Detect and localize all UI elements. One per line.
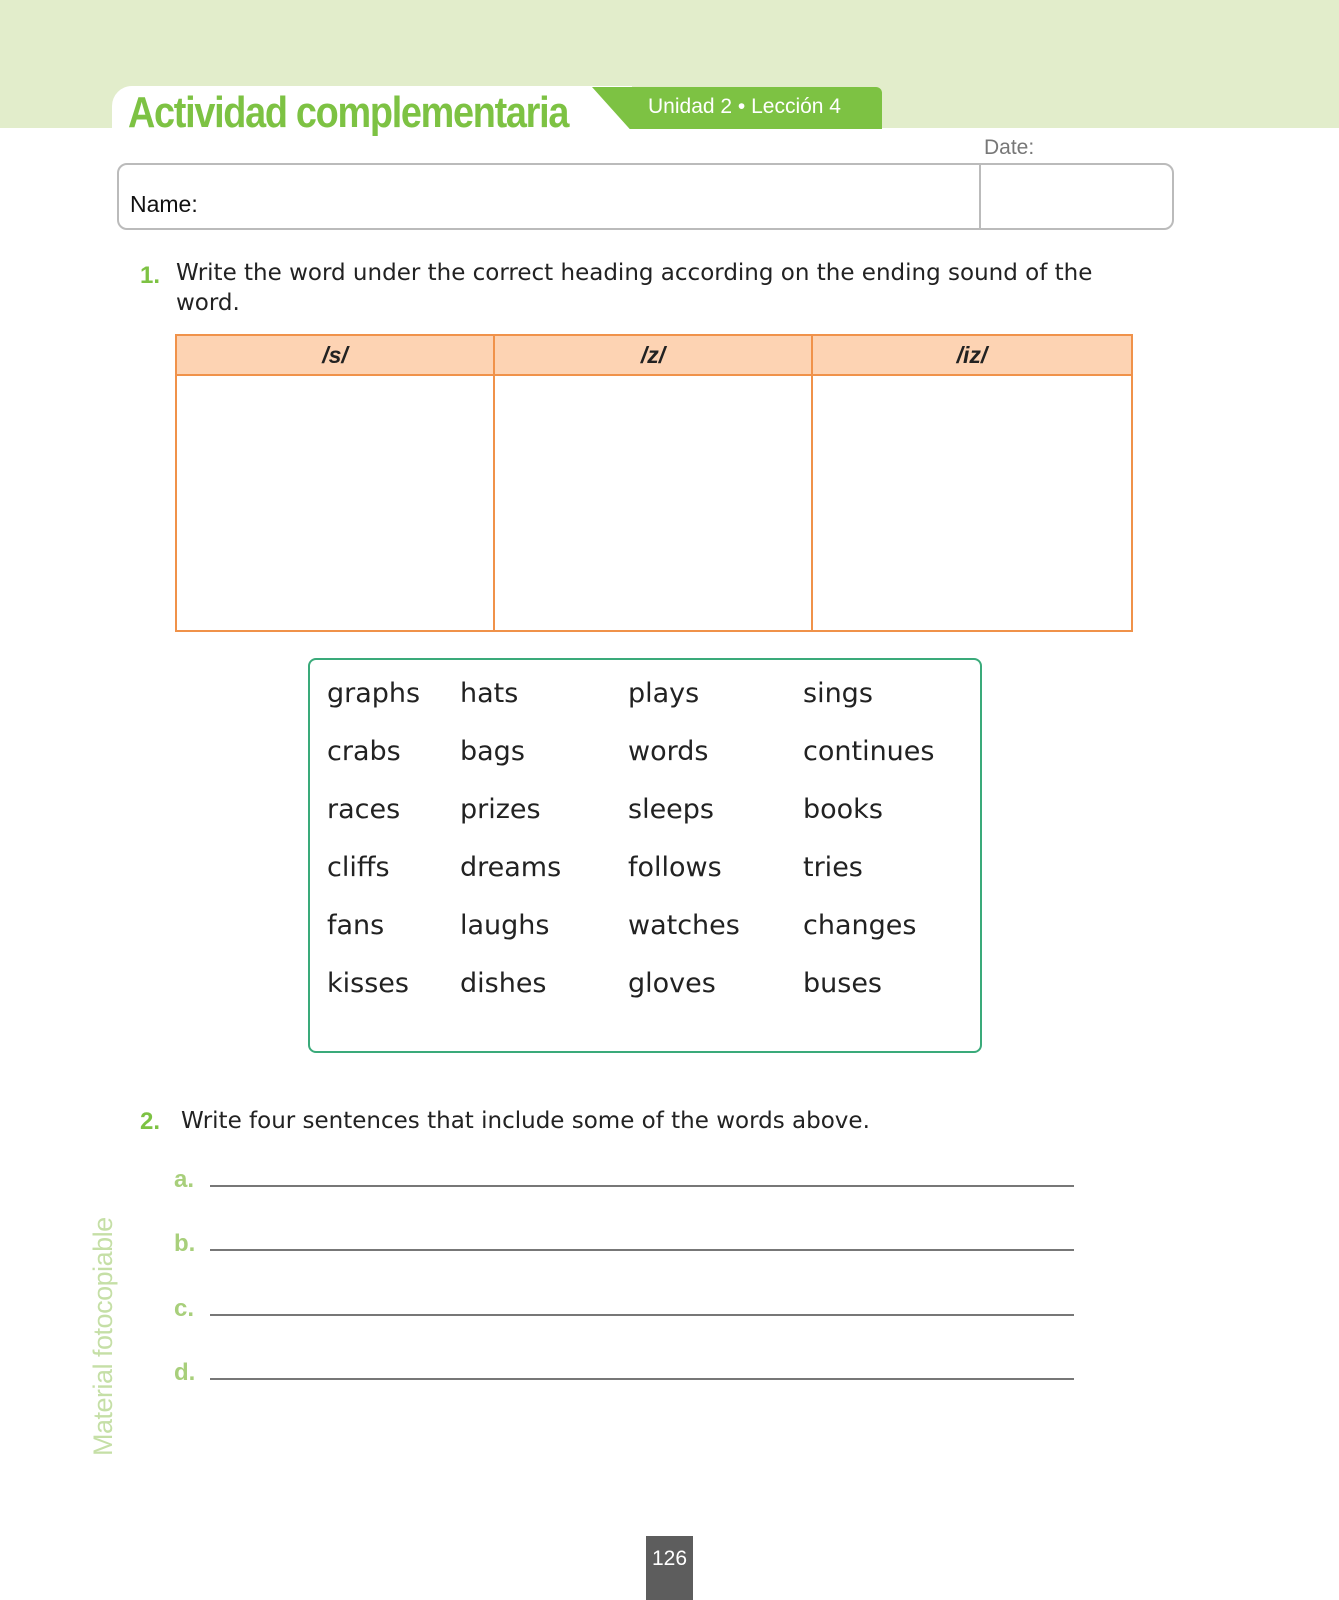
word-bank-word: gloves xyxy=(628,968,716,999)
question-1-text-line-1: Write the word under the correct heading according on the ending sound of the xyxy=(176,260,1093,286)
answer-cell-s[interactable] xyxy=(177,376,495,630)
sentence-label-a: a. xyxy=(174,1166,195,1193)
word-bank-word: laughs xyxy=(460,910,550,941)
word-bank-word: kisses xyxy=(327,968,409,999)
word-bank-word: prizes xyxy=(460,794,541,825)
word-bank-word: words xyxy=(628,736,709,767)
answer-cell-iz[interactable] xyxy=(813,376,1131,630)
word-bank-word: continues xyxy=(803,736,935,767)
word-bank-word: cliffs xyxy=(327,852,390,883)
table-header-iz: /iz/ xyxy=(813,336,1131,376)
date-label: Date: xyxy=(984,136,1035,159)
question-2-text: Write four sentences that include some of the words above. xyxy=(181,1108,870,1134)
word-bank-word: graphs xyxy=(327,678,421,709)
table-header-z: /z/ xyxy=(495,336,813,376)
word-bank-word: bags xyxy=(460,736,525,767)
unit-badge-label: Unidad 2 • Lección 4 xyxy=(648,95,841,118)
question-1-number: 1. xyxy=(140,262,161,289)
word-bank-word: buses xyxy=(803,968,882,999)
word-bank-word: changes xyxy=(803,910,917,941)
page-title: Actividad complementaria xyxy=(128,88,569,137)
sentence-label-b: b. xyxy=(174,1230,196,1257)
side-label: Material fotocopiable xyxy=(88,1217,118,1456)
name-label: Name: xyxy=(130,191,198,217)
word-bank-word: dreams xyxy=(460,852,562,883)
question-2-number: 2. xyxy=(140,1108,161,1135)
word-bank-word: races xyxy=(327,794,401,825)
name-field[interactable] xyxy=(117,163,1174,230)
word-bank-word: sings xyxy=(803,678,873,709)
word-bank-word: follows xyxy=(628,852,722,883)
question-1-text-line-2: word. xyxy=(176,290,240,316)
word-bank-word: hats xyxy=(460,678,519,709)
date-field-divider xyxy=(979,163,981,230)
sentence-line-d[interactable] xyxy=(210,1378,1074,1380)
answer-cell-z[interactable] xyxy=(495,376,813,630)
sound-sorting-table xyxy=(175,334,1133,632)
table-header-s: /s/ xyxy=(177,336,495,376)
word-bank-word: crabs xyxy=(327,736,401,767)
sentence-line-b[interactable] xyxy=(210,1249,1074,1251)
sentence-line-a[interactable] xyxy=(210,1185,1074,1187)
word-bank-word: tries xyxy=(803,852,863,883)
page-number: 126 xyxy=(651,1547,688,1570)
word-bank-word: dishes xyxy=(460,968,547,999)
word-bank-word: fans xyxy=(327,910,385,941)
sentence-line-c[interactable] xyxy=(210,1314,1074,1316)
sentence-label-c: c. xyxy=(174,1295,195,1322)
word-bank-word: watches xyxy=(628,910,740,941)
word-bank-word: sleeps xyxy=(628,794,714,825)
word-bank-word: plays xyxy=(628,678,700,709)
sentence-label-d: d. xyxy=(174,1359,196,1386)
word-bank-word: books xyxy=(803,794,883,825)
